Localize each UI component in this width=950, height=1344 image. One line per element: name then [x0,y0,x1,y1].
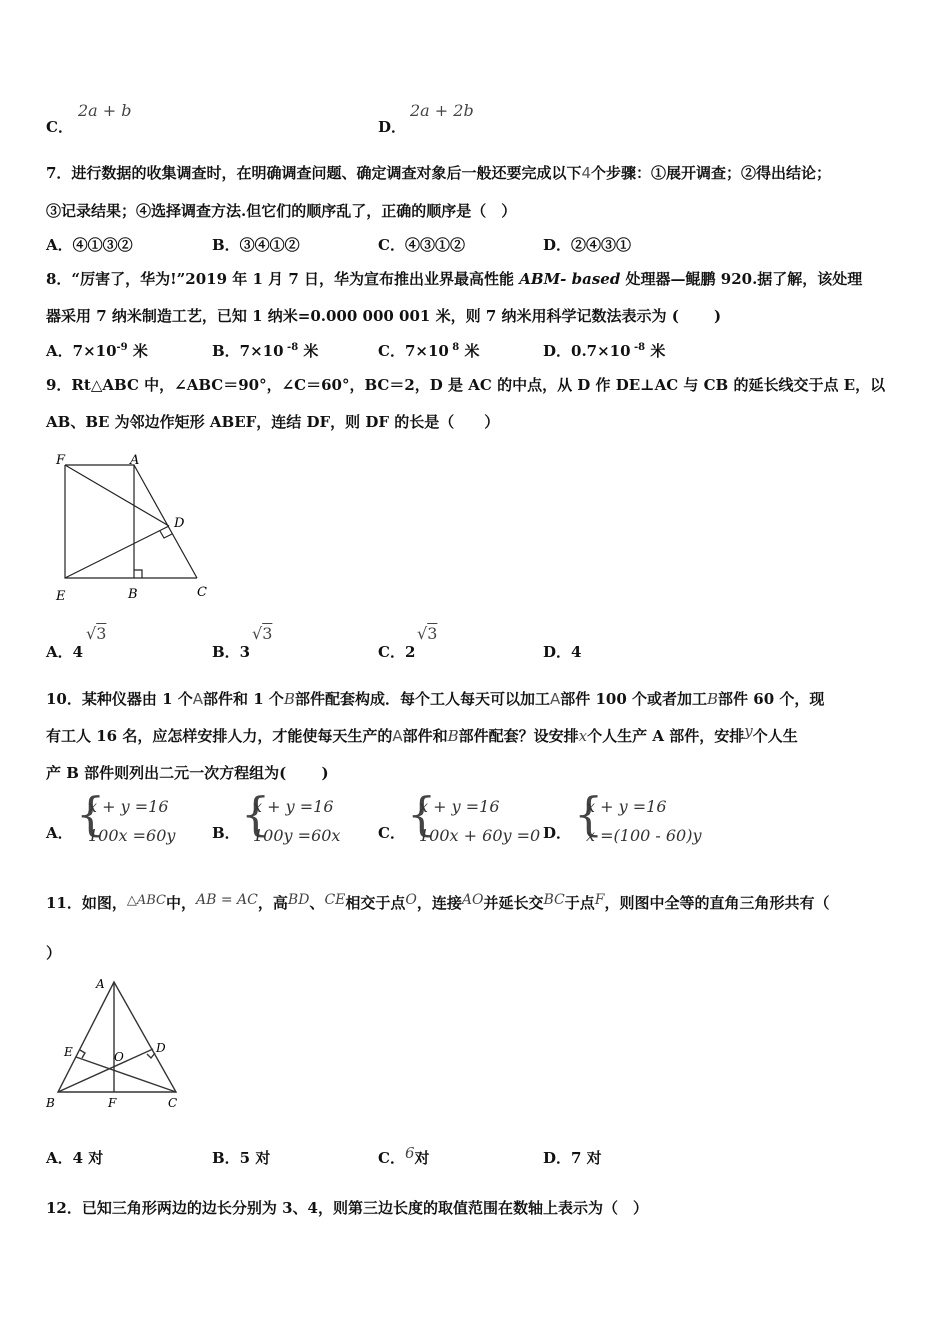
brace-icon: { [241,787,271,841]
q11-option-b: B．5 对 [212,1149,271,1167]
q7-option-d: D．②④③① [543,236,632,254]
q9-question-line1: 9．Rt△ABC 中，∠ABC＝90°，∠C＝60°，BC＝2，D 是 AC 的中点，从 D 作 DE⊥AC 与 CB 的延长线交于点 E，以 [46,376,886,394]
q8-option-b: B．7×10 $^{-8}$ 米 [212,342,319,360]
label-d: D [156,1041,166,1055]
brace-icon: { [407,787,437,841]
label-b: B [128,587,138,602]
q8-option-d: D．0.7×10 $^{-8}$ 米 [543,342,666,360]
q7-option-a: A．④①③② [46,236,133,254]
q10-option-b-label: B． [212,824,240,842]
q9-option-b: B．3 [212,643,251,661]
q9-option-b-radical: √3 [252,624,273,643]
label-d: D [174,516,185,531]
q9-option-a-radical: √3 [86,624,107,643]
q6-option-c-expr: 2a + b [78,101,132,120]
q10-option-c-system: { x + y =16 100x + 60y =0 [407,787,541,845]
label-c: C [197,585,207,600]
right-angle-d [160,531,172,538]
q11-question-line2: ） [46,944,62,962]
label-b: B [46,1096,55,1110]
right-angle-d [147,1053,155,1058]
q10-option-d-system: { x + y =16 x =(100 - 60)y [574,787,702,845]
q10-question-line2: 有工人 16 名，应怎样安排人力，才能使每天生产的A部件和B部件配套？设安排x个人生产 A 部件，安排y个人生 [46,722,798,745]
q11-option-c: C．6对 [378,1144,430,1167]
segment-de [65,526,169,578]
label-e: E [56,589,66,604]
q9-option-c: C．2 [378,643,416,661]
label-c: C [168,1096,178,1110]
q10-option-b-system: { x + y =16 100y =60x [241,787,341,845]
label-a: A [96,977,105,991]
label-o: O [114,1050,124,1064]
q7-option-b: B．③④①② [212,236,300,254]
altitude-ce [76,1057,176,1092]
q7-question-line1: 7．进行数据的收集调查时，在明确调查问题、确定调查对象后一般还要完成以下4个步骤：①展开调查；②得出结论； [46,164,832,182]
q11-figure [40,972,190,1117]
triangle-abc [58,982,176,1092]
q10-question-line1: 10．某种仪器由 1 个A部件和 1 个B部件配套构成．每个工人每天可以加工A部件 100 个或者加工B部件 60 个，现 [46,690,825,708]
q9-question-line2: AB、BE 为邻边作矩形 ABEF，连结 DF，则 DF 的长是（ ） [46,413,500,431]
q6-option-d-expr: 2a + 2b [410,101,474,120]
label-f: F [56,453,66,468]
q6-option-d: D． [378,118,407,136]
q6-option-c: C． [46,118,73,136]
q7-option-c: C．④③①② [378,236,465,254]
brace-icon: { [76,787,106,841]
q8-question-line1: 8．“厉害了，华为!”2019 年 1 月 7 日，华为宣布推出业界最高性能 ABM- based 处理器—鲲鹏 920.据了解，该处理 [46,270,863,288]
q10-option-a-system: { x + y =16 100x =60y [76,787,176,845]
q9-figure [40,448,230,608]
q11-option-a: A．4 对 [46,1149,104,1167]
q9-option-a: A．4 [46,643,84,661]
label-e: E [64,1045,73,1059]
q8-option-c: C．7×10 $^8$ 米 [378,342,480,360]
q11-option-d: D．7 对 [543,1149,602,1167]
q9-option-d: D．4 [543,643,582,661]
q8-option-a: A．$7\times 10^{-9}$ 米 [46,342,148,360]
side-ac [134,465,197,578]
q10-option-d-label: D． [543,824,572,842]
q10-option-a-label: A． [46,824,73,842]
segment-df [65,465,169,526]
label-f: F [108,1096,117,1110]
q12-question-line1: 12．已知三角形两边的边长分别为 3、4，则第三边长度的取值范围在数轴上表示为（ ） [46,1199,648,1217]
q10-option-c-label: C． [378,824,405,842]
right-angle-b [134,570,142,578]
right-angle-e [80,1050,85,1058]
label-a: A [130,453,140,468]
q7-question-line2: ③记录结果；④选择调查方法.但它们的顺序乱了，正确的顺序是（ ） [46,202,517,220]
q9-option-c-radical: √3 [417,624,438,643]
brace-icon: { [574,787,604,841]
q8-question-line2: 器采用 7 纳米制造工艺，已知 1 纳米=0.000 000 001 米，则 7 纳米用科学记数法表示为 ( ) [46,307,722,325]
q11-question-line1: 11．如图，△ABC中，AB = AC，高BD、CE相交于点O，连接AO并延长交BC于点F，则图中全等的直角三角形共有（ [46,892,830,912]
q10-question-line3: 产 B 部件则列出二元一次方程组为( ) [46,764,329,782]
